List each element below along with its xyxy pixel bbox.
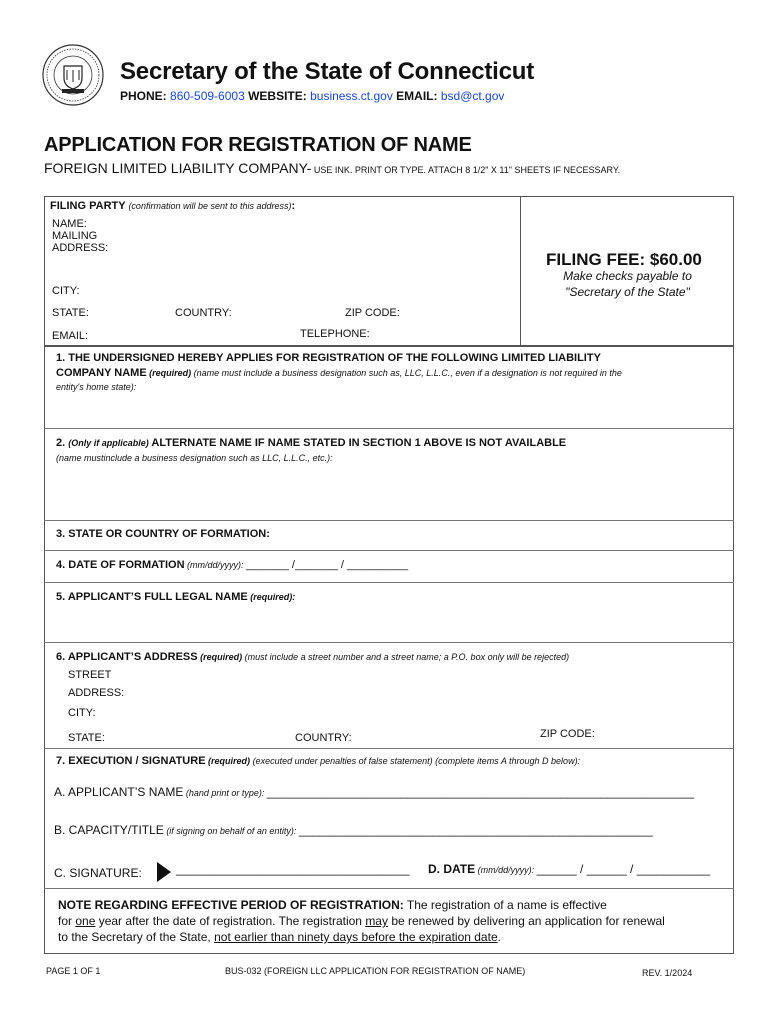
section7-title: 7. EXECUTION / SIGNATURE <box>56 755 206 767</box>
fee-note-line1: Make checks payable to <box>563 269 692 283</box>
section2-number: 2. <box>56 437 69 449</box>
divider-6 <box>44 748 734 749</box>
note-heading: NOTE REGARDING EFFECTIVE PERIOD OF REGISTRATION: <box>58 898 404 912</box>
capacity-note: (if signing on behalf of an entity): <box>163 826 299 836</box>
applicant-country-label: COUNTRY: <box>295 732 352 744</box>
fee-note-line2: "Secretary of the State" <box>565 285 690 299</box>
capacity-field[interactable]: _____________________________________________________ <box>298 823 653 837</box>
date-note: (mm/dd/yyyy): <box>475 865 537 875</box>
phone-link[interactable]: 860-509-6003 <box>170 89 245 103</box>
divider-4 <box>44 582 734 583</box>
divider-7 <box>44 888 734 889</box>
section5-heading <box>56 591 295 603</box>
section1-required: (required) <box>146 368 194 378</box>
form-title: APPLICATION FOR REGISTRATION OF NAME <box>44 134 472 156</box>
section1-note: (name must include a business designation such as, LLC, L.L.C., even if a designation is not required in the <box>193 368 622 378</box>
section6-note: (must include a street number and a street name; a P.O. box only will be rejected) <box>244 652 570 662</box>
email-link[interactable]: bsd@ct.gov <box>440 89 505 103</box>
applicant-street-label: STREET <box>68 669 112 681</box>
effective-period-note <box>58 897 665 945</box>
divider-2 <box>44 520 734 521</box>
filing-mailing-label: MAILING <box>52 230 98 242</box>
form-subtitle <box>44 160 620 176</box>
fee-payable-note <box>525 268 730 300</box>
section2-note: (name mustinclude a business designation such as LLC, L.L.C., etc.): <box>56 453 333 463</box>
section2-heading <box>56 437 566 449</box>
signature-date-field[interactable]: ______ / ______ / ___________ <box>536 862 711 876</box>
arrow-right-icon <box>157 862 171 882</box>
filing-party-title: FILING PARTY <box>50 200 126 212</box>
section7-heading <box>56 755 580 767</box>
page-number: PAGE 1 OF 1 <box>46 966 101 976</box>
section6-title: 6. APPLICANT’S ADDRESS <box>56 651 198 663</box>
filing-fee: FILING FEE: $60.00 <box>546 250 702 269</box>
note-may: may <box>365 914 388 928</box>
divider-5 <box>44 642 734 643</box>
date-of-formation-field[interactable]: _______ /_______ / __________ <box>246 559 409 571</box>
section2-title: ALTERNATE NAME IF NAME STATED IN SECTION 1 ABOVE IS NOT AVAILABLE <box>148 437 567 449</box>
contact-line <box>120 89 504 103</box>
filing-email-label: EMAIL: <box>52 330 89 342</box>
section1-note-line2: entity's home state): <box>56 382 137 392</box>
filing-party-heading <box>50 200 295 212</box>
section2-applicable: (Only if applicable) <box>68 438 149 448</box>
note-underlined: not earlier than ninety days before the expiration date <box>214 930 498 944</box>
filing-country-label: COUNTRY: <box>175 307 232 319</box>
section1-company-name: COMPANY NAME <box>56 367 147 379</box>
email-label: EMAIL: <box>396 89 438 103</box>
agency-name: Secretary of the State of Connecticut <box>120 58 535 85</box>
website-link[interactable]: business.ct.gov <box>310 89 393 103</box>
filing-zip-label: ZIP CODE: <box>345 307 400 319</box>
filing-state-label: STATE: <box>52 307 89 319</box>
signature-label: C. SIGNATURE: <box>54 866 142 880</box>
section6-heading <box>56 651 569 663</box>
section7-note: (executed under penalties of false statement) (complete items A through D below): <box>252 756 581 766</box>
filing-city-label: CITY: <box>52 285 80 297</box>
note-text-2b: year after the date of registration. The registration <box>95 914 366 928</box>
section3-heading: 3. STATE OR COUNTRY OF FORMATION: <box>56 528 270 540</box>
date-row <box>428 862 710 876</box>
state-seal-icon <box>42 44 104 106</box>
applicant-name-note: (hand print or type): <box>183 788 267 798</box>
website-label: WEBSITE: <box>248 89 307 103</box>
phone-label: PHONE: <box>120 89 167 103</box>
section4-heading <box>56 559 408 571</box>
divider-3 <box>44 550 734 551</box>
applicant-name-label: A. APPLICANT’S NAME <box>54 785 184 799</box>
section5-required: (required): <box>247 592 296 602</box>
date-label: D. DATE <box>428 862 476 876</box>
note-text-1: The registration of a name is effective <box>403 898 607 912</box>
section1-heading-line2 <box>56 367 622 379</box>
subtitle-main: FOREIGN LIMITED LIABILITY COMPANY- <box>44 160 312 176</box>
applicant-zip-label: ZIP CODE: <box>540 728 595 740</box>
section7-required: (required) <box>205 756 253 766</box>
applicant-name-row <box>54 785 694 799</box>
section6-required: (required) <box>197 652 245 662</box>
applicant-city-label: CITY: <box>68 707 96 719</box>
filing-telephone-label: TELEPHONE: <box>300 328 370 340</box>
applicant-address-label: ADDRESS: <box>68 687 125 699</box>
subtitle-instructions: USE INK. PRINT OR TYPE. ATTACH 8 1/2" X 11" SHEETS IF NECESSARY. <box>311 165 621 175</box>
form-id: BUS-032 (FOREIGN LLC APPLICATION FOR REGISTRATION OF NAME) <box>225 966 526 976</box>
filing-address-label: ADDRESS: <box>52 242 109 254</box>
fee-divider <box>520 196 521 346</box>
note-text-3a: to the Secretary of the State, <box>58 930 215 944</box>
note-one: one <box>75 914 96 928</box>
section1-heading: 1. THE UNDERSIGNED HEREBY APPLIES FOR REGISTRATION OF THE FOLLOWING LIMITED LIABILITY <box>56 352 601 364</box>
divider-1 <box>44 428 734 429</box>
note-text-3b: . <box>497 930 501 944</box>
capacity-row <box>54 823 653 837</box>
section4-format: (mm/dd/yyyy): <box>184 560 247 570</box>
filing-party-note: (confirmation will be sent to this address) <box>128 201 292 211</box>
capacity-label: B. CAPACITY/TITLE <box>54 823 164 837</box>
applicant-name-field[interactable]: ________________________________________________________________ <box>266 785 695 799</box>
signature-field[interactable]: ___________________________________ <box>176 862 410 876</box>
revision: REV. 1/2024 <box>642 968 693 978</box>
section5-title: 5. APPLICANT’S FULL LEGAL NAME <box>56 591 248 603</box>
filing-name-label: NAME: <box>52 218 87 230</box>
note-text-2c: be renewed by delivering an application for renewal <box>387 914 665 928</box>
filing-party-colon: : <box>291 200 296 212</box>
note-text-2a: for <box>58 914 76 928</box>
section4-title: 4. DATE OF FORMATION <box>56 559 185 571</box>
applicant-state-label: STATE: <box>68 732 105 744</box>
